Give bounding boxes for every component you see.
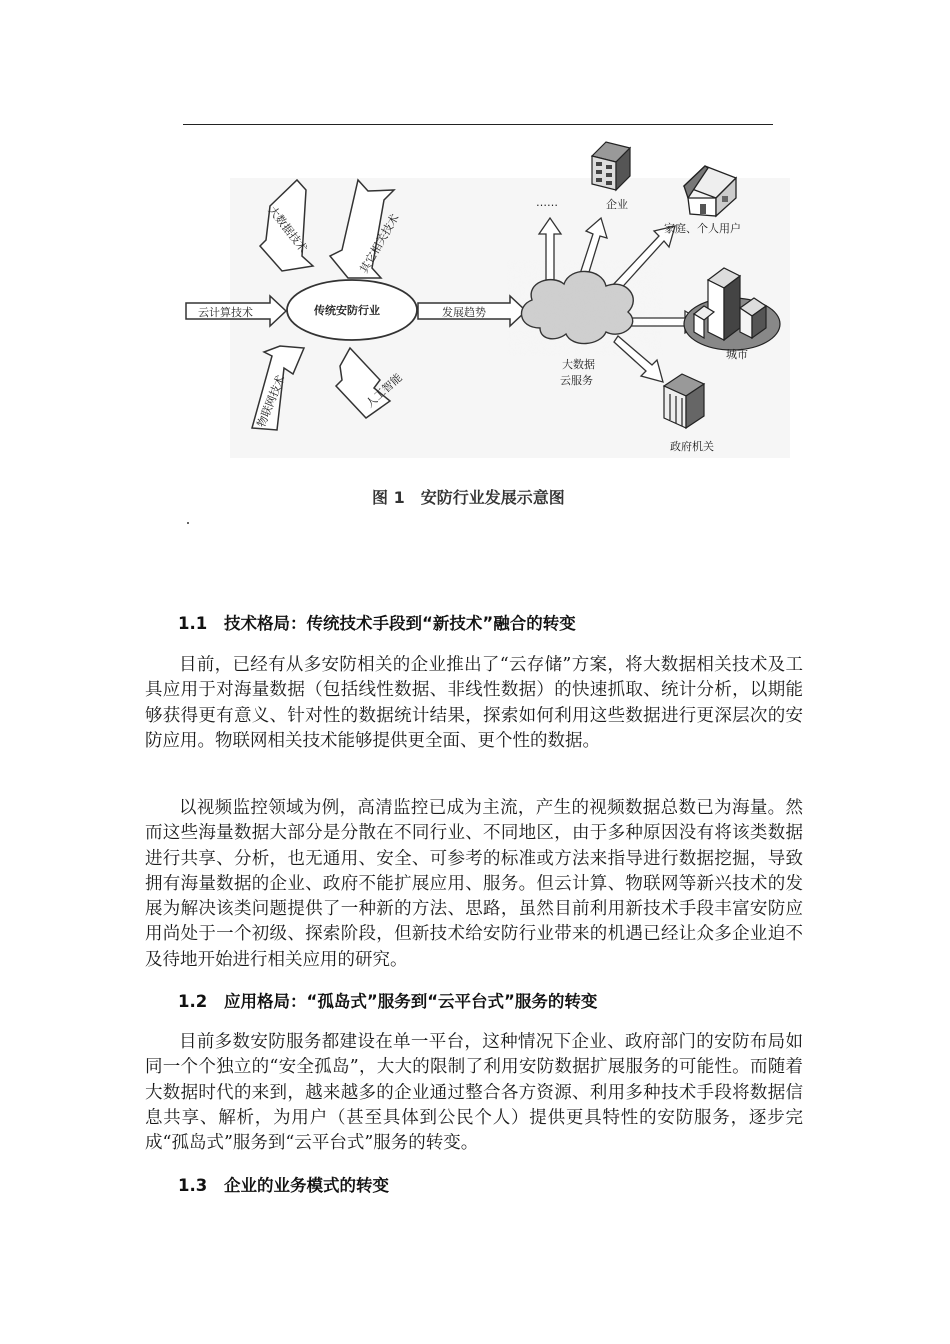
label-home: 家庭、个人用户	[664, 222, 741, 235]
paragraph-1: 目前，已经有从多安防相关的企业推出了“云存储”方案，将大数据相关技术及工具应用于对海量数据（包括线性数据、非线性数据）的快速抓取、统计分析，以期能够获得更有意义、针对性的数据统计结果，探索如何利用这些数据进行更深层次的安防应用。物联网相关技术能够提供更全面、更个性的数据。	[145, 655, 803, 751]
label-big-data-tech: 大数据技术	[265, 203, 310, 256]
label-cloud-line1: 大数据	[562, 358, 595, 371]
section-number: 1.1	[178, 614, 208, 633]
section-number: 1.3	[178, 1176, 208, 1195]
label-enterprise: 企业	[606, 198, 628, 211]
label-city: 城市	[726, 348, 748, 361]
paragraph-2: 以视频监控领域为例，高清监控已成为主流，产生的视频数据总数已为海量。然而这些海量数据大部分是分散在不同行业、不同地区，由于多种原因没有将该类数据进行共享、分析，也无通用、安全、可参考的标准或方法来指导进行数据挖掘，导致拥有海量数据的企业、政府不能扩展应用、服务。但云计算、物联网等新兴技术的发展为解决该类问题提供了一种新的方法、思路，虽然目前利用新技术手段丰富安防应用尚处于一个初级、探索阶段，但新技术给安防行业带来的机遇已经让众多企业迫不及待地开始进行相关应用的研究。	[145, 798, 803, 970]
section-title: 应用格局：“孤岛式”服务到“云平台式”服务的转变	[224, 992, 598, 1011]
section-heading-1-2	[178, 988, 597, 1012]
government-building-icon	[664, 374, 704, 428]
security-industry-diagram	[180, 128, 790, 538]
label-cloud-line2: 云服务	[560, 374, 593, 387]
label-trend: 发展趋势	[442, 306, 486, 319]
top-rule	[183, 124, 773, 125]
figure-caption: 图 1 安防行业发展示意图	[372, 488, 565, 507]
section-number: 1.2	[178, 992, 208, 1011]
cloud-texture	[520, 268, 650, 348]
label-iot: 物联网技术	[254, 373, 288, 430]
label-ai: 人工智能	[363, 371, 405, 411]
label-dots: ……	[536, 196, 558, 209]
section-title: 企业的业务模式的转变	[224, 1176, 389, 1195]
section-title: 技术格局：传统技术手段到“新技术”融合的转变	[224, 614, 576, 633]
label-other-tech: 其它相关技术	[357, 211, 402, 276]
label-government: 政府机关	[670, 440, 714, 453]
label-cloud-computing: 云计算技术	[198, 306, 253, 319]
label-traditional-industry: 传统安防行业	[314, 304, 380, 317]
paragraph-3: 目前多数安防服务都建设在单一平台，这种情况下企业、政府部门的安防布局如同一个个独立的“安全孤岛”，大大的限制了利用安防数据扩展服务的可能性。而随着大数据时代的来到，越来越多的企业通过整合各方资源、利用多种技术手段将数据信息共享、解析，为用户（甚至具体到公民个人）提供更具特性的安防服务，逐步完成“孤岛式”服务到“云平台式”服务的转变。	[145, 1032, 803, 1154]
stray-mark	[187, 522, 189, 524]
diagram-svg	[180, 128, 790, 538]
section-heading-1-1	[178, 610, 576, 634]
section-heading-1-3	[178, 1172, 389, 1196]
